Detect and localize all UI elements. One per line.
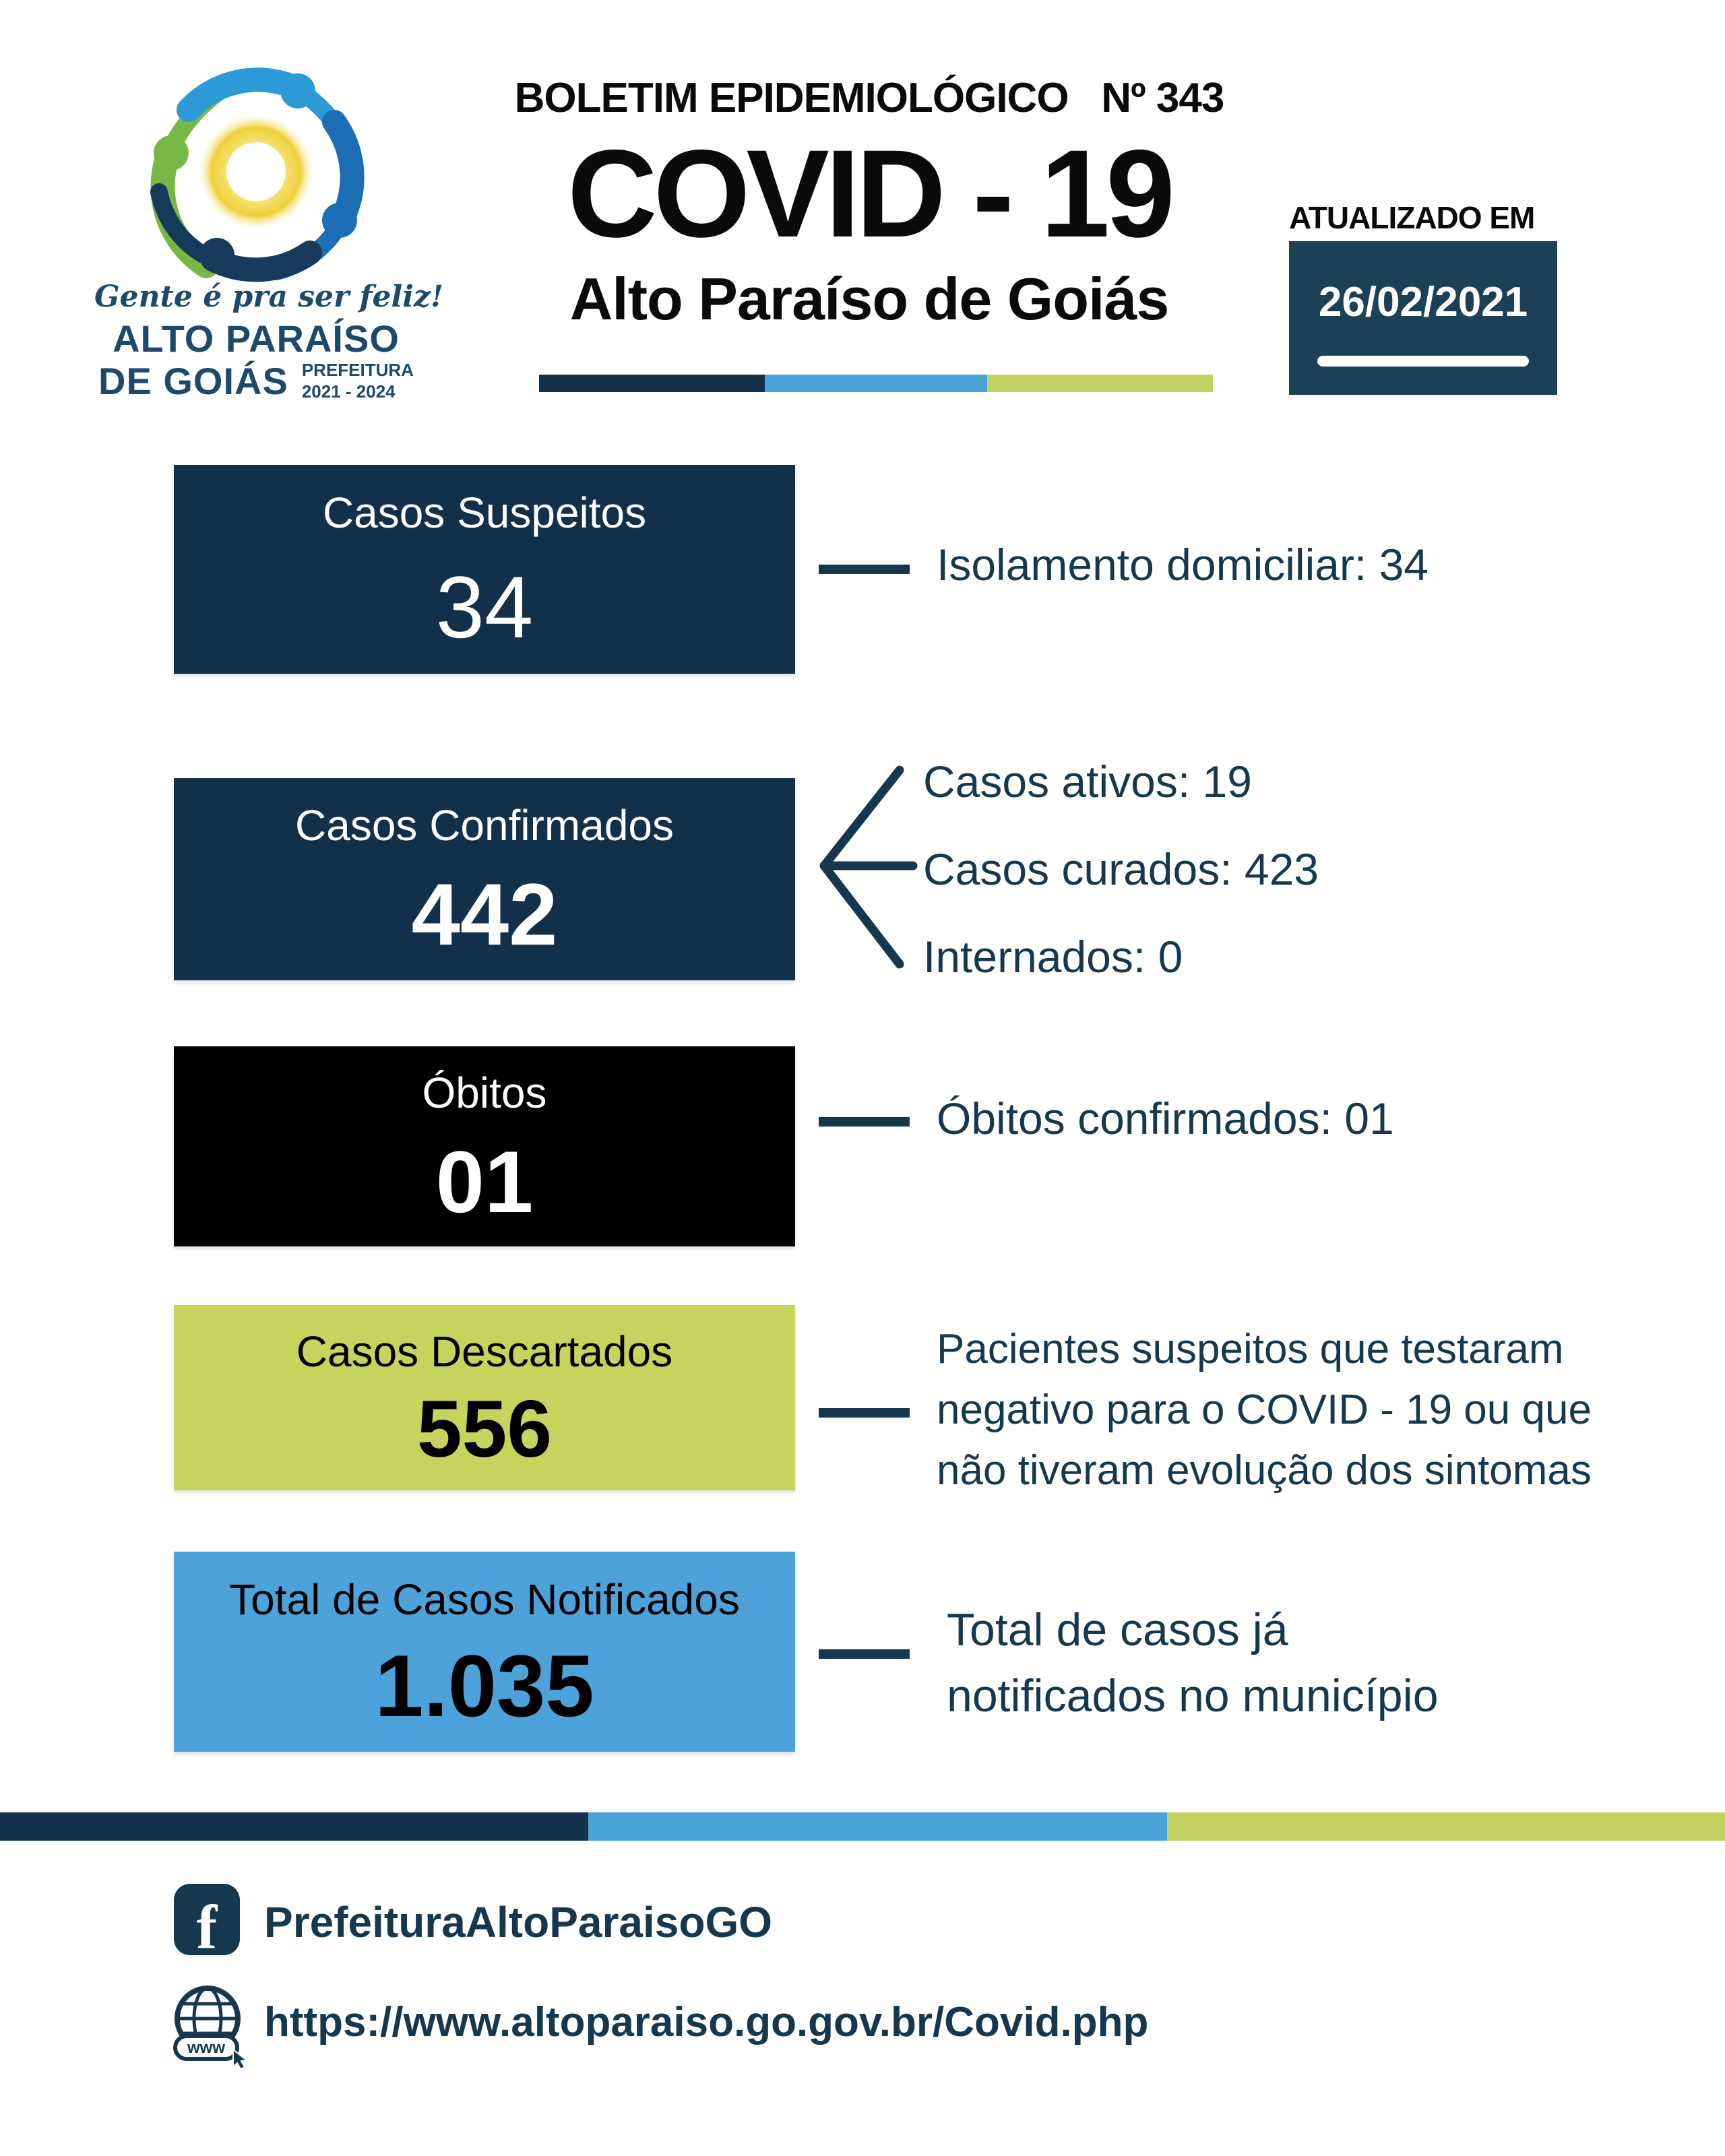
annotation-descartados	[937, 1319, 1592, 1501]
bulletin-number: Nº 343	[1101, 75, 1224, 121]
card-casos-confirmados	[174, 778, 795, 980]
annotation-notificados-line2: notificados no município	[947, 1670, 1439, 1721]
annotation-casos-ativos: Casos ativos: 19	[923, 757, 1252, 806]
logo-org-label: PREFEITURA	[301, 360, 414, 381]
connector-line-obitos	[819, 1117, 910, 1127]
logo	[94, 57, 444, 414]
facebook-handle-link[interactable]: PrefeituraAltoParaisoGO	[264, 1898, 772, 1946]
connector-line-notificados	[819, 1649, 910, 1659]
annotation-internados: Internados: 0	[923, 932, 1183, 982]
card-value: 34	[435, 558, 534, 656]
footer-bar-green-segment	[1167, 1812, 1725, 1841]
card-value: 1.035	[375, 1636, 594, 1735]
card-casos-suspeitos	[174, 465, 795, 674]
annotation-descartados-line1: Pacientes suspeitos que testaram	[937, 1326, 1564, 1372]
annotation-notificados	[947, 1597, 1439, 1729]
page-subtitle: Alto Paraíso de Goiás	[569, 265, 1169, 333]
bulletin-label: BOLETIM EPIDEMIOLÓGICO	[514, 75, 1069, 121]
annotation-descartados-line3: não tiveram evolução dos sintomas	[937, 1447, 1592, 1494]
website-url-link[interactable]: https://www.altoparaiso.go.gov.br/Covid.php	[264, 1999, 1149, 2046]
card-label: Óbitos	[422, 1068, 547, 1117]
annotation-obitos: Óbitos confirmados: 01	[937, 1093, 1394, 1143]
connector-line-descartados	[819, 1408, 910, 1418]
date-underline	[1317, 356, 1529, 367]
card-value: 442	[411, 865, 558, 963]
logo-slogan: Gente é pra ser feliz!	[94, 280, 444, 314]
logo-city-line2: DE GOIÁS	[98, 360, 288, 402]
footer-bar-navy-segment	[0, 1812, 588, 1841]
page-title: COVID - 19	[567, 125, 1172, 263]
updated-date: 26/02/2021	[1318, 279, 1528, 325]
card-value: 556	[416, 1383, 553, 1474]
header	[499, 74, 1240, 334]
annotation-descartados-line2: negativo para o COVID - 19 ou que	[937, 1387, 1592, 1433]
logo-org-block	[302, 360, 414, 402]
www-label: www	[187, 2039, 226, 2057]
header-tricolor-bar	[539, 375, 1213, 392]
connector-line-suspeitos	[819, 565, 910, 574]
header-bar-navy-segment	[539, 375, 765, 392]
logo-people-flower-icon	[142, 57, 371, 286]
header-bar-green-segment	[987, 375, 1213, 392]
updated-at-label: ATUALIZADO EM	[1289, 200, 1535, 235]
card-value: 01	[435, 1132, 534, 1231]
logo-term-label: 2021 - 2024	[301, 381, 396, 402]
card-casos-descartados	[174, 1305, 795, 1490]
card-label: Casos Confirmados	[295, 801, 674, 850]
updated-at-box	[1289, 241, 1557, 395]
globe-www-icon[interactable]	[168, 1982, 249, 2070]
bulletin-title	[499, 74, 1240, 122]
footer-tricolor-bar	[0, 1812, 1725, 1841]
card-total-notificados	[174, 1552, 795, 1752]
card-label: Casos Suspeitos	[322, 488, 647, 537]
card-label: Total de Casos Notificados	[229, 1575, 740, 1624]
facebook-icon[interactable]: f	[174, 1884, 240, 1955]
logo-city-line1: ALTO PARAÍSO	[113, 317, 400, 360]
header-bar-blue-segment	[765, 375, 987, 392]
annotation-suspeitos: Isolamento domiciliar: 34	[937, 540, 1429, 590]
bracket-connector-confirmados	[812, 758, 927, 980]
card-obitos	[174, 1046, 795, 1246]
annotation-notificados-line1: Total de casos já	[947, 1604, 1288, 1655]
card-label: Casos Descartados	[296, 1327, 673, 1376]
cursor-arrow-icon	[233, 2050, 247, 2069]
footer-bar-blue-segment	[588, 1812, 1167, 1841]
annotation-casos-curados: Casos curados: 423	[923, 844, 1319, 894]
